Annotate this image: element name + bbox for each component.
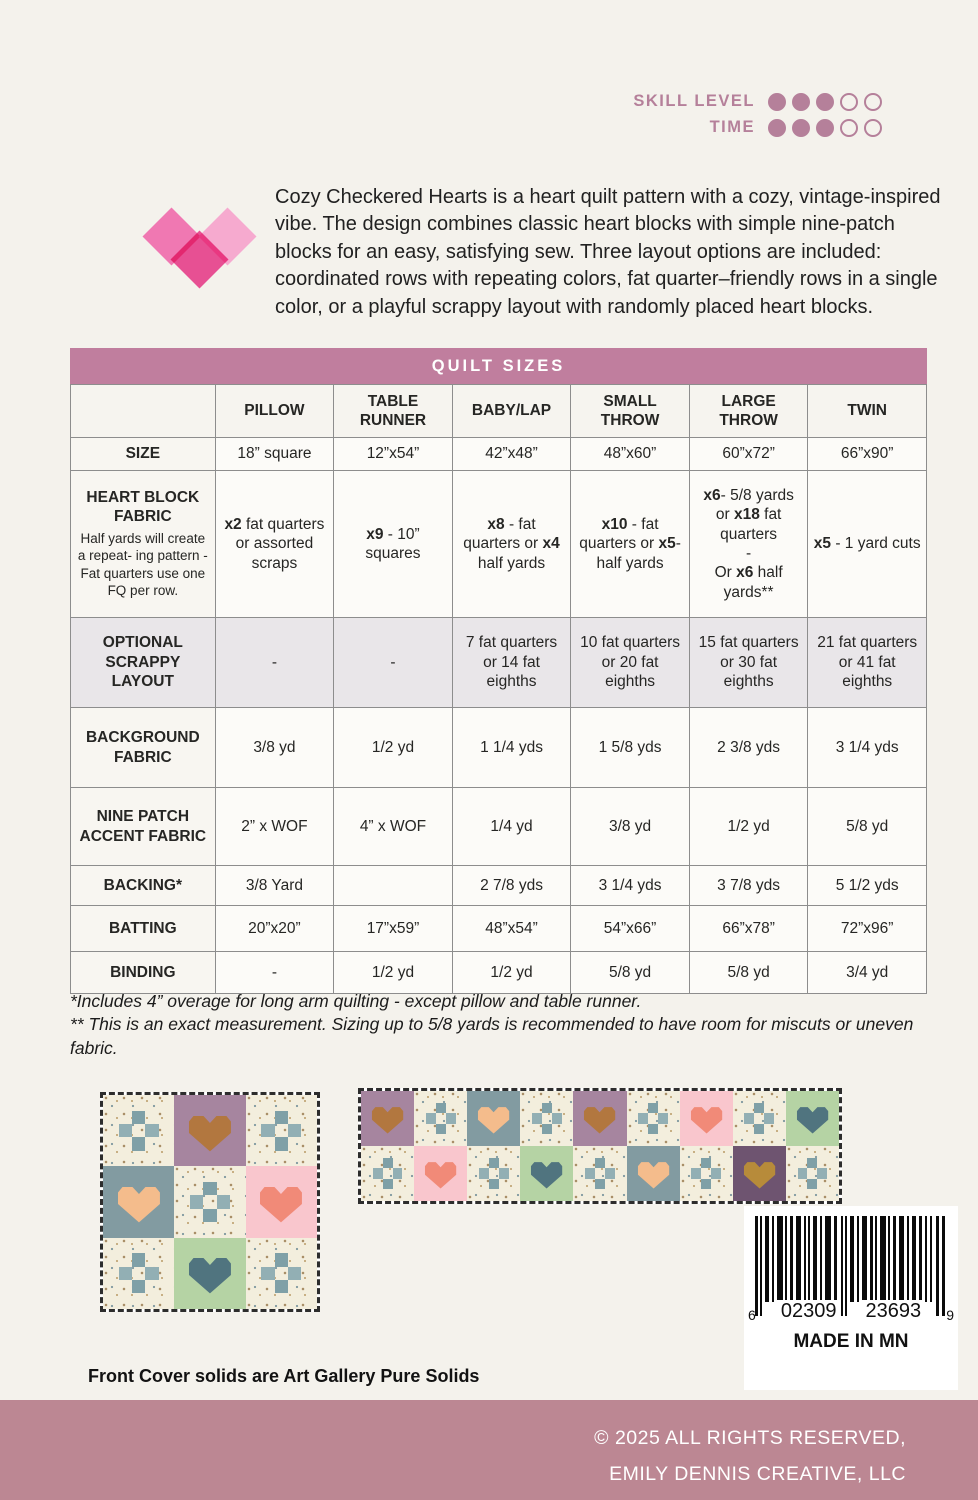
table-cell: 20”x20” — [215, 906, 334, 952]
plus-icon — [190, 1182, 230, 1222]
table-cell: 1/2 yd — [334, 708, 453, 788]
column-header: BABY/LAP — [452, 385, 571, 438]
table-cell: 1 5/8 yds — [571, 708, 690, 788]
heart-block-icon — [528, 1154, 565, 1193]
dot-empty-icon — [864, 119, 882, 137]
heart-block — [733, 1146, 786, 1201]
table-cell: 2 3/8 yds — [689, 708, 808, 788]
heart-block-icon — [635, 1154, 672, 1193]
table-cell: 5/8 yd — [571, 952, 690, 994]
heart-block — [573, 1091, 626, 1146]
table-cell: 2 7/8 yds — [452, 866, 571, 906]
table-cell: 5/8 yd — [689, 952, 808, 994]
plus-icon — [261, 1253, 301, 1293]
heart-block — [361, 1091, 414, 1146]
barcode — [744, 1206, 958, 1390]
table-cell: 3 7/8 yds — [689, 866, 808, 906]
heart-block-icon — [741, 1154, 778, 1193]
footnotes — [70, 990, 950, 1060]
nine-patch-block — [627, 1091, 680, 1146]
row-label: HEART BLOCK FABRIC Half yards will create a repeat- ing pattern - Fat quarters use one FQ per row. — [71, 471, 216, 618]
footnote-2: ** This is an exact measurement. Sizing up to 5/8 yards is recommended to have room for miscuts or uneven fabric. — [70, 1014, 914, 1058]
table-cell: 42”x48” — [452, 438, 571, 471]
footnote-1: *Includes 4” overage for long arm quilting - except pillow and table runner. — [70, 991, 642, 1011]
column-header — [71, 385, 216, 438]
barcode-left-digit: 6 — [748, 1307, 756, 1323]
table-cell: 7 fat quarters or 14 fat eighths — [452, 618, 571, 708]
table-cell: 17”x59” — [334, 906, 453, 952]
table-cell: 3/8 yd — [571, 788, 690, 866]
table-cell: - — [215, 618, 334, 708]
barcode-group-2: 23693 — [862, 1300, 926, 1323]
plus-icon — [798, 1158, 828, 1189]
barcode-digits — [748, 1300, 954, 1323]
table-runner-quilt-preview — [358, 1088, 842, 1204]
row-label: SIZE — [71, 438, 216, 471]
table-cell: x8 - fat quarters or x4 half yards — [452, 471, 571, 618]
row-sublabel: Half yards will create a repeat- ing pattern - Fat quarters use one FQ per row. — [77, 530, 208, 599]
nine-patch-block — [246, 1238, 317, 1309]
nine-patch-block — [246, 1095, 317, 1166]
table-cell: 48”x54” — [452, 906, 571, 952]
dot-filled-icon — [768, 93, 786, 111]
table-cell: x5 - 1 yard cuts — [808, 471, 927, 618]
heart-block — [246, 1166, 317, 1237]
table-cell: 60”x72” — [689, 438, 808, 471]
skill-time-panel — [633, 92, 882, 137]
table-cell: 3/4 yd — [808, 952, 927, 994]
table-cell: 54”x66” — [571, 906, 690, 952]
skill-row-label: TIME — [709, 118, 755, 136]
table-cell: 1/2 yd — [452, 952, 571, 994]
nine-patch-block — [103, 1238, 174, 1309]
table-cell: 3/8 yd — [215, 708, 334, 788]
table-row — [71, 618, 927, 708]
skill-dots — [768, 93, 882, 111]
table-cell: 1/4 yd — [452, 788, 571, 866]
table-cell: 1 1/4 yds — [452, 708, 571, 788]
nine-patch-block — [414, 1091, 467, 1146]
table-cell: 15 fat quarters or 30 fat eighths — [689, 618, 808, 708]
copyright-line-2: EMILY DENNIS CREATIVE, LLC — [609, 1463, 906, 1486]
table-cell: 10 fat quarters or 20 fat eighths — [571, 618, 690, 708]
column-header: TABLE RUNNER — [334, 385, 453, 438]
table-cell: x9 - 10” squares — [334, 471, 453, 618]
table-cell: 3 1/4 yds — [571, 866, 690, 906]
dot-empty-icon — [864, 93, 882, 111]
table-cell: x10 - fat quarters or x5- half yards — [571, 471, 690, 618]
plus-icon — [532, 1103, 562, 1134]
nine-patch-block — [103, 1095, 174, 1166]
nine-patch-block — [573, 1146, 626, 1201]
heart-block — [103, 1166, 174, 1237]
row-label: NINE PATCH ACCENT FABRIC — [71, 788, 216, 866]
heart-block — [174, 1095, 245, 1166]
dot-filled-icon — [816, 119, 834, 137]
footer — [0, 1400, 978, 1500]
row-label: BATTING — [71, 906, 216, 952]
heart-block-icon — [794, 1099, 831, 1138]
solids-note: Front Cover solids are Art Gallery Pure Solids — [88, 1366, 480, 1386]
column-header: SMALL THROW — [571, 385, 690, 438]
heart-block — [174, 1238, 245, 1309]
row-label: OPTIONAL SCRAPPY LAYOUT — [71, 618, 216, 708]
dot-filled-icon — [792, 93, 810, 111]
table-cell: 5 1/2 yds — [808, 866, 927, 906]
barcode-right-digit: 9 — [946, 1307, 954, 1323]
table-row — [71, 866, 927, 906]
nine-patch-block — [680, 1146, 733, 1201]
table-row — [71, 471, 927, 618]
barcode-group-1: 02309 — [777, 1300, 841, 1323]
table-cell: - — [215, 952, 334, 994]
table-cell: - — [334, 618, 453, 708]
copyright-line-1: © 2025 ALL RIGHTS RESERVED, — [594, 1427, 906, 1449]
heart-block-icon — [185, 1106, 235, 1156]
table-cell: 48”x60” — [571, 438, 690, 471]
plus-icon — [585, 1158, 615, 1189]
heart-block — [414, 1146, 467, 1201]
heart-block — [680, 1091, 733, 1146]
nine-patch-block — [786, 1146, 839, 1201]
heart-block — [467, 1091, 520, 1146]
table-cell: 66”x78” — [689, 906, 808, 952]
heart-block-icon — [256, 1177, 306, 1227]
row-label: BACKGROUND FABRIC — [71, 708, 216, 788]
table-cell: x2 fat quarters or assorted scraps — [215, 471, 334, 618]
plus-icon — [691, 1158, 721, 1189]
table-cell: 21 fat quarters or 41 fat eighths — [808, 618, 927, 708]
plus-icon — [119, 1111, 159, 1151]
nine-patch-block — [520, 1091, 573, 1146]
heart-block-icon — [688, 1099, 725, 1138]
row-label: BINDING — [71, 952, 216, 994]
heart-logo — [142, 198, 262, 300]
heart-block-icon — [581, 1099, 618, 1138]
dot-empty-icon — [840, 93, 858, 111]
dot-filled-icon — [792, 119, 810, 137]
made-in-label: MADE IN MN — [793, 1331, 909, 1352]
dot-filled-icon — [816, 93, 834, 111]
intro-paragraph: Cozy Checkered Hearts is a heart quilt pattern with a cozy, vintage-inspired vibe. The design combines classic heart blocks with simple nine-patch blocks for an easy, satisfying sew. Three layout options are included: coordinated rows with repeating colors, fat quarter–friendly rows in a single color, or a playful scrappy layout with randomly placed heart blocks. — [275, 186, 941, 318]
skill-row-label: SKILL LEVEL — [633, 92, 755, 110]
plus-icon — [119, 1253, 159, 1293]
table-cell: 4” x WOF — [334, 788, 453, 866]
table-row — [71, 788, 927, 866]
table-row — [71, 952, 927, 994]
heart-block-icon — [369, 1099, 406, 1138]
skill-row — [633, 92, 882, 111]
heart-block-icon — [475, 1099, 512, 1138]
quilt-sizes-table — [70, 348, 927, 994]
table-cell: 1/2 yd — [334, 952, 453, 994]
plus-icon — [373, 1158, 403, 1189]
plus-icon — [638, 1103, 668, 1134]
heart-block — [520, 1146, 573, 1201]
plus-icon — [426, 1103, 456, 1134]
table-cell: 3 1/4 yds — [808, 708, 927, 788]
heart-block — [627, 1146, 680, 1201]
table-cell — [334, 866, 453, 906]
row-label: BACKING* — [71, 866, 216, 906]
table-cell: 12”x54” — [334, 438, 453, 471]
table-cell: 66”x90” — [808, 438, 927, 471]
table-row — [71, 438, 927, 471]
table-caption: QUILT SIZES — [70, 348, 927, 384]
skill-row — [633, 118, 882, 137]
nine-patch-block — [174, 1166, 245, 1237]
table-cell: x6- 5/8 yards or x18 fat quarters - Or x6 half yards** — [689, 471, 808, 618]
quilt-sizes-grid — [70, 384, 927, 994]
table-cell: 5/8 yd — [808, 788, 927, 866]
table-row — [71, 708, 927, 788]
table-cell: 1/2 yd — [689, 788, 808, 866]
heart-block-icon — [185, 1248, 235, 1298]
nine-patch-block — [467, 1146, 520, 1201]
column-header: LARGE THROW — [689, 385, 808, 438]
plus-icon — [261, 1111, 301, 1151]
nine-patch-block — [361, 1146, 414, 1201]
pillow-quilt-preview — [100, 1092, 320, 1312]
dot-filled-icon — [768, 119, 786, 137]
heart-block-icon — [114, 1177, 164, 1227]
table-cell: 2” x WOF — [215, 788, 334, 866]
heart-block-icon — [422, 1154, 459, 1193]
nine-patch-block — [733, 1091, 786, 1146]
column-header: PILLOW — [215, 385, 334, 438]
column-header: TWIN — [808, 385, 927, 438]
table-cell: 18” square — [215, 438, 334, 471]
plus-icon — [744, 1103, 774, 1134]
dot-empty-icon — [840, 119, 858, 137]
table-row — [71, 906, 927, 952]
table-cell: 72”x96” — [808, 906, 927, 952]
heart-block — [786, 1091, 839, 1146]
skill-dots — [768, 119, 882, 137]
plus-icon — [479, 1158, 509, 1189]
table-cell: 3/8 Yard — [215, 866, 334, 906]
